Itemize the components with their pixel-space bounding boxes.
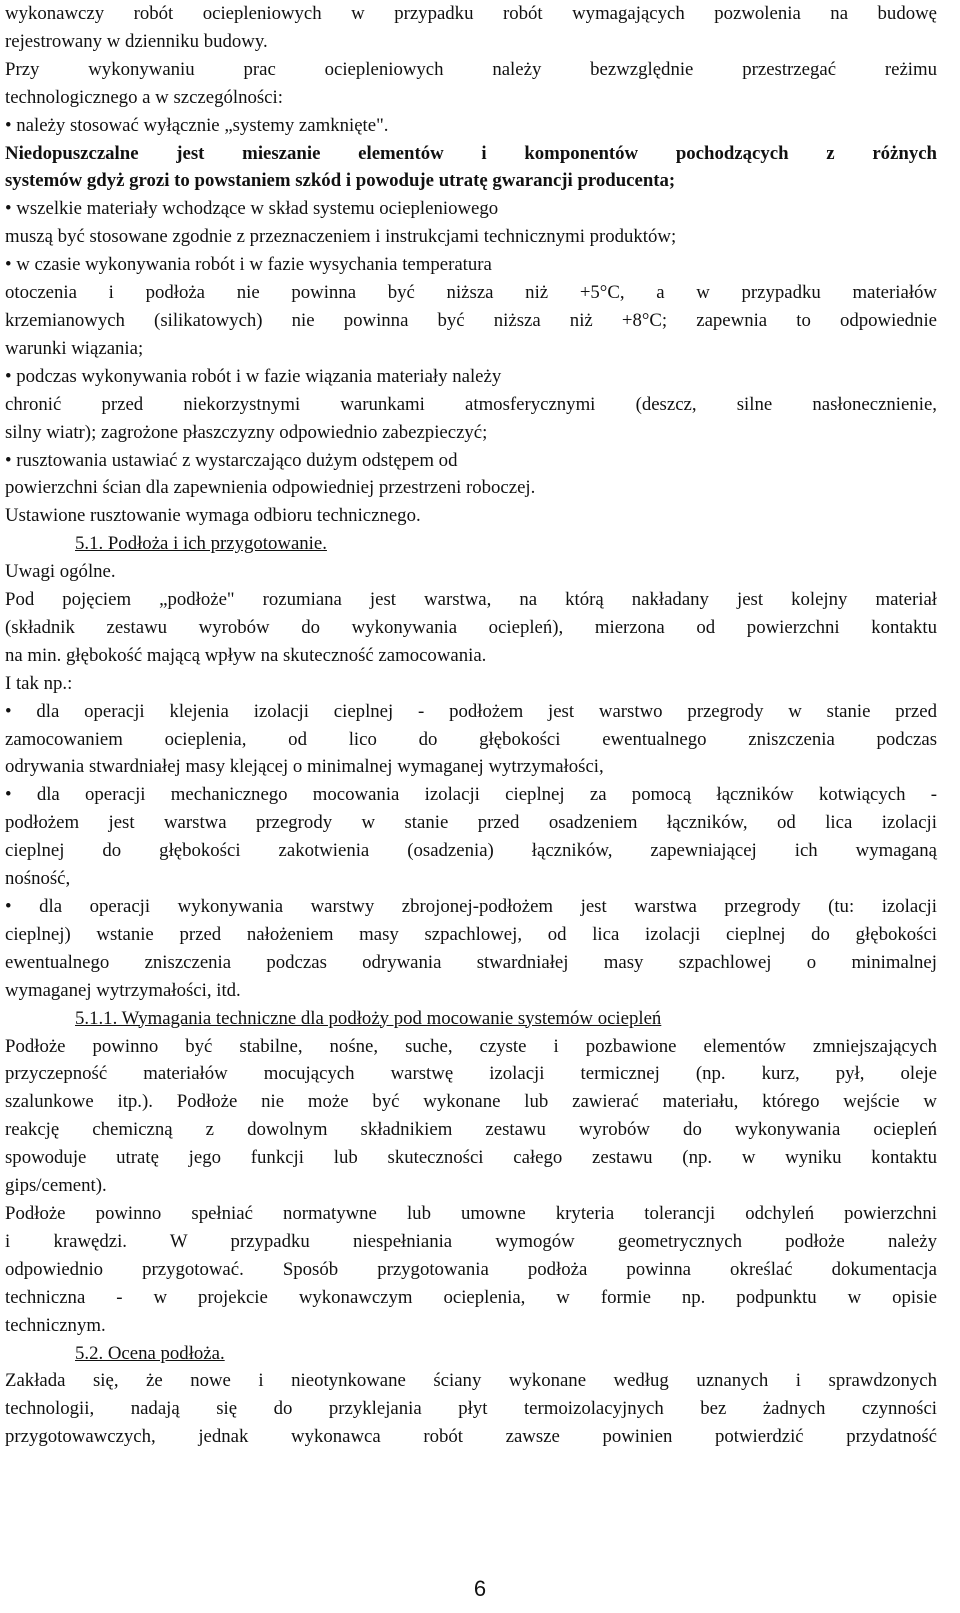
page-number: 6 [473,1576,487,1601]
bullet-item: • podczas wykonywania robót i w fazie wiązania materiały należy [5,365,502,387]
text-line: (składnik zestawu wyrobów do wykonywania ociepleń), mierzona od powierzchni kontaktu [5,616,937,638]
text-line: podłożem jest warstwa przegrody w stanie przed osadzeniem łączników, od lica izolacji [5,812,937,834]
text-line: przyczepność materiałów mocujących warstwę izolacji termicznej (np. kurz, pył, oleje [5,1063,937,1085]
text-line: otoczenia i podłoża nie powinna być niższa niż +5°C, a w przypadku materiałów [5,282,937,304]
text-line: Podłoże powinno być stabilne, nośne, suche, czyste i pozbawione elementów zmniejszających [5,1035,937,1057]
text-line: zamocowaniem ocieplenia, od lico do głębokości ewentualnego zniszczenia podczas [5,728,937,750]
subheading: Uwagi ogólne. [5,561,116,583]
section-heading-5-1 [5,530,937,558]
text-line: rejestrowany w dzienniku budowy. [5,30,268,52]
text-line: silny wiatr); zagrożone płaszczyzny odpowiednio zabezpieczyć; [5,421,488,443]
bullet-item: • dla operacji mechanicznego mocowania izolacji cieplnej za pomocą łączników kotwiących - [5,784,937,806]
text-line: wykonawczy robót ociepleniowych w przypadku robót wymagających pozwolenia na budowę [5,3,937,24]
text-line: Ustawione rusztowanie wymaga odbioru technicznego. [5,505,421,527]
text-line: muszą być stosowane zgodnie z przeznaczeniem i instrukcjami technicznymi produktów; [5,226,677,248]
text-line: Pod pojęciem „podłoże" rozumiana jest warstwa, na którą nakładany jest kolejny materiał [5,589,937,611]
text-line: przygotowawczych, jednak wykonawca robót zawsze powinien potwierdzić przydatność [5,1426,937,1448]
text-line: Zakłada się, że nowe i nieotynkowane ściany wykonane według uznanych i sprawdzonych [5,1370,937,1392]
text-line: Przy wykonywaniu prac ociepleniowych należy bezwzględnie przestrzegać reżimu [5,58,937,80]
bullet-item: • dla operacji wykonywania warstwy zbrojonej-podłożem jest warstwa przegrody (tu: izolacji [5,896,937,917]
document-page [5,0,937,1451]
text-line: I tak np.: [5,672,73,694]
text-line: na min. głębokość mającą wpływ na skuteczność zamocowania. [5,644,487,666]
section-heading-text: 5.2. Ocena podłoża. [75,1342,225,1364]
text-line: powierzchni ścian dla zapewnienia odpowiedniej przestrzeni roboczej. [5,477,536,499]
bold-warning-line: systemów gdyż grozi to powstaniem szkód i powoduje utratę gwarancji producenta; [5,170,676,192]
text-line: Podłoże powinno spełniać normatywne lub umowne kryteria tolerancji odchyleń powierzchni [5,1202,937,1224]
section-heading-5-1-1 [5,1005,937,1033]
text-line: techniczna - w projekcie wykonawczym ocieplenia, w formie np. podpunktu w opisie [5,1286,937,1308]
text-line: odrywania stwardniałej masy klejącej o minimalnej wymaganej wytrzymałości, [5,756,604,778]
text-line: nośność, [5,868,71,890]
bullet-item: • w czasie wykonywania robót i w fazie wysychania temperatura [5,254,492,276]
text-line: odpowiednio przygotować. Sposób przygotowania podłoża powinna określać dokumentacja [5,1258,937,1280]
text-line: technologicznego a w szczególności: [5,86,283,108]
text-line: warunki wiązania; [5,337,144,359]
bullet-item: • dla operacji klejenia izolacji cieplnej - podłożem jest warstwo przegrody w stanie przed [5,700,937,722]
text-line: cieplnej) wstanie przed nałożeniem masy szpachlowej, od lica izolacji cieplnej do głębokości [5,923,937,945]
text-line: spowoduje utratę jego funkcji lub skuteczności całego zestawu (np. w wyniku kontaktu [5,1147,937,1169]
section-heading-text: 5.1. Podłoża i ich przygotowanie. [75,533,327,555]
bullet-item: • rusztowania ustawiać z wystarczająco dużym odstępem od [5,449,458,471]
text-line: krzemianowych (silikatowych) nie powinna być niższa niż +8°C; zapewnia to odpowiednie [5,309,937,331]
text-line: gips/cement). [5,1175,107,1197]
text-line: szalunkowe itp.). Podłoże nie może być wykonane lub zawierać materiału, którego wejście w [5,1091,937,1113]
bullet-item: • wszelkie materiały wchodzące w skład systemu ociepleniowego [5,198,499,220]
text-line: chronić przed niekorzystnymi warunkami atmosferycznymi (deszcz, silne nasłonecznienie, [5,393,937,415]
text-line: technologii, nadają się do przyklejania płyt termoizolacyjnych bez żadnych czynności [5,1398,937,1420]
text-line: technicznym. [5,1314,106,1336]
section-heading-text: 5.1.1. Wymagania techniczne dla podłoży pod mocowanie systemów ociepleń [75,1007,662,1029]
text-line: reakcję chemiczną z dowolnym składnikiem zestawu wyrobów do wykonywania ociepleń [5,1119,937,1141]
text-line: ewentualnego zniszczenia podczas odrywania stwardniałej masy szpachlowej o minimalnej [5,951,937,973]
text-line: wymaganej wytrzymałości, itd. [5,979,241,1001]
bold-warning-line: Niedopuszczalne jest mieszanie elementów i komponentów pochodzących z różnych [5,142,937,164]
text-line: cieplnej do głębokości zakotwienia (osadzenia) łączników, zapewniającej ich wymaganą [5,840,937,862]
bullet-item: • należy stosować wyłącznie „systemy zamknięte". [5,114,389,136]
text-line: i krawędzi. W przypadku niespełniania wymogów geometrycznych podłoże należy [5,1230,937,1252]
section-heading-5-2 [5,1340,937,1368]
